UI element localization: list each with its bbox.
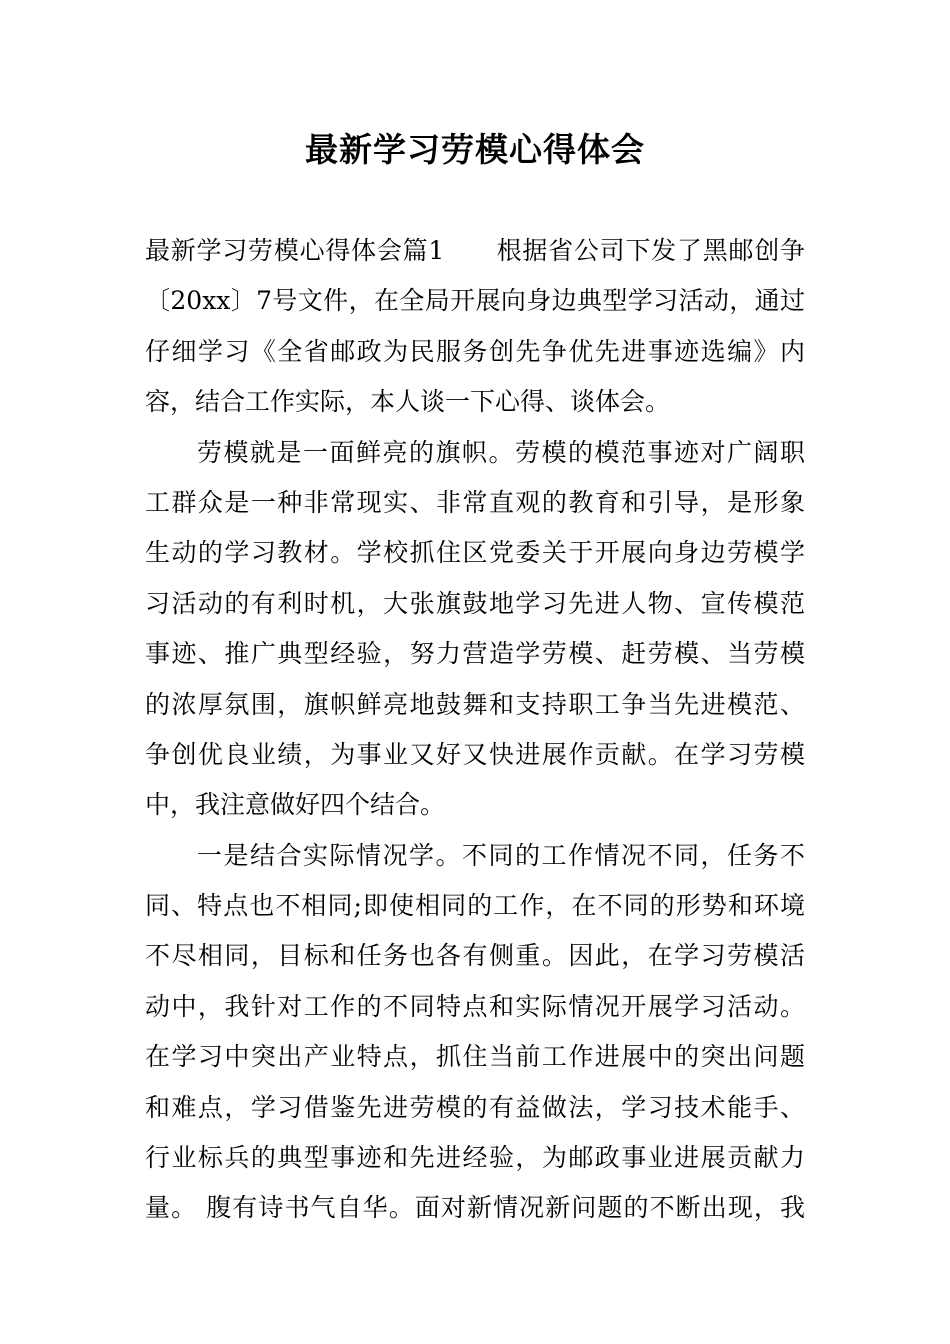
text-line: 仔细学习《全省邮政为民服务创先争优先进事迹选编》内 [145, 336, 805, 366]
text-line: 和难点，学习借鉴先进劳模的有益做法，学习技术能手、 [145, 1092, 805, 1122]
text-line: 动中，我针对工作的不同特点和实际情况开展学习活动。 [145, 991, 805, 1021]
text-line: 中，我注意做好四个结合。 [145, 790, 446, 820]
text-line: 最新学习劳模心得体会篇1 根据省公司下发了黑邮创争 [145, 236, 805, 265]
document-title: 最新学习劳模心得体会 [305, 130, 645, 169]
document-body [145, 226, 805, 1234]
text-line: 〔20xx〕7号文件，在全局开展向身边典型学习活动，通过 [145, 286, 805, 316]
text-line: 一是结合实际情况学。不同的工作情况不同，任务不 [197, 840, 805, 870]
text-line: 容，结合工作实际，本人谈一下心得、谈体会。 [145, 387, 671, 417]
text-line: 同、特点也不相同;即使相同的工作，在不同的形势和环境 [145, 891, 805, 921]
text-line: 在学习中突出产业特点，抓住当前工作进展中的突出问题 [145, 1042, 805, 1072]
text-line: 的浓厚氛围，旗帜鲜亮地鼓舞和支持职工争当先进模范、 [145, 689, 805, 719]
text-line: 习活动的有利时机，大张旗鼓地学习先进人物、宣传模范 [145, 588, 805, 618]
text-line: 不尽相同，目标和任务也各有侧重。因此，在学习劳模活 [145, 941, 805, 971]
text-line: 生动的学习教材。学校抓住区党委关于开展向身边劳模学 [145, 538, 805, 568]
text-line: 事迹、推广典型经验，努力营造学劳模、赶劳模、当劳模 [145, 639, 805, 669]
text-line: 工群众是一种非常现实、非常直观的教育和引导，是形象 [145, 487, 805, 517]
text-line: 劳模就是一面鲜亮的旗帜。劳模的模范事迹对广阔职 [197, 437, 805, 467]
text-line: 行业标兵的典型事迹和先进经验，为邮政事业进展贡献力 [145, 1143, 805, 1173]
text-line: 争创优良业绩，为事业又好又快进展作贡献。在学习劳模 [145, 739, 805, 769]
text-line: 量。 腹有诗书气自华。面对新情况新问题的不断出现，我 [145, 1193, 805, 1223]
